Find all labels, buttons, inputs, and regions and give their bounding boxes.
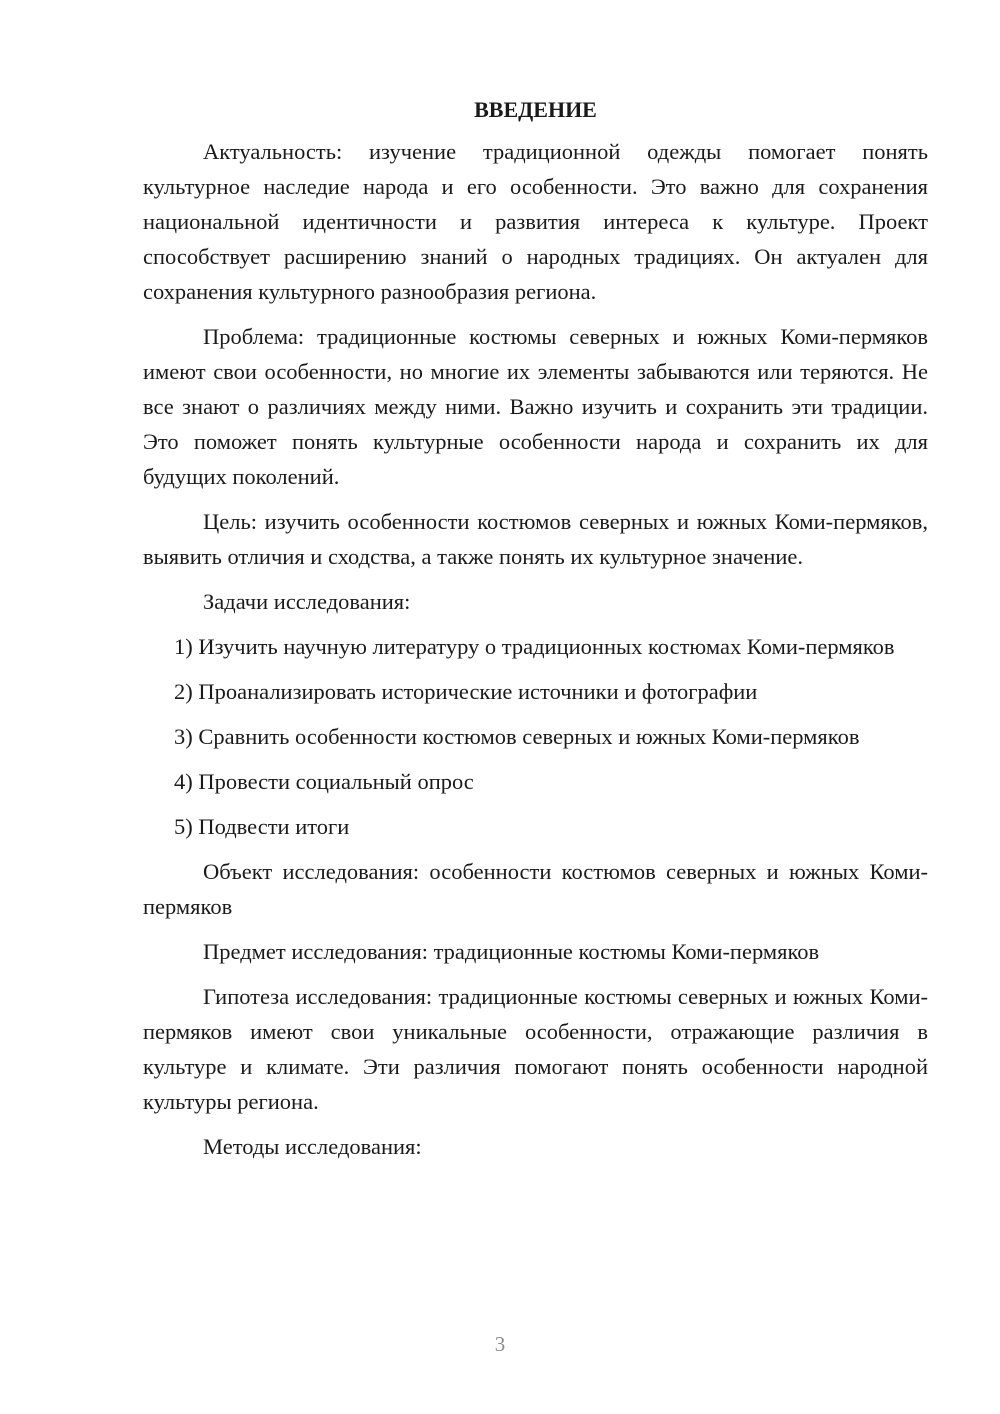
task-item-5: 5) Подвести итоги bbox=[174, 814, 350, 839]
document-page bbox=[143, 92, 928, 1174]
task-item-3: 3) Сравнить особенности костюмов северных и южных Коми-пермяков bbox=[174, 724, 860, 749]
methods-heading: Методы исследования: bbox=[203, 1134, 422, 1159]
relevance-paragraph: Актуальность: изучение традиционной одежды помогает понять культурное наследие народа и его особенности. Это важно для сохранения национальной идентичности и развития интереса к культуре. Проект способствует расширению знаний о народных традициях. Он актуален для сохранения культурного разнообразия региона. bbox=[143, 139, 928, 304]
task-item-1: 1) Изучить научную литературу о традиционных костюмах Коми-пермяков bbox=[174, 634, 895, 659]
tasks-heading: Задачи исследования: bbox=[203, 589, 411, 614]
page-number: 3 bbox=[494, 1332, 506, 1356]
task-item-4: 4) Провести социальный опрос bbox=[174, 769, 474, 794]
task-item-2: 2) Проанализировать исторические источники и фотографии bbox=[174, 679, 758, 704]
section-title: ВВЕДЕНИЕ bbox=[474, 97, 597, 122]
hypothesis-paragraph: Гипотеза исследования: традиционные костюмы северных и южных Коми-пермяков имеют свои уникальные особенности, отражающие различия в культуре и климате. Эти различия помогают понять особенности народной культуры региона. bbox=[143, 984, 928, 1114]
object-paragraph: Объект исследования: особенности костюмов северных и южных Коми-пермяков bbox=[143, 859, 928, 919]
problem-paragraph: Проблема: традиционные костюмы северных и южных Коми-пермяков имеют свои особенности, но многие их элементы забываются или теряются. Не все знают о различиях между ними. Важно изучить и сохранить эти традиции. Это поможет понять культурные особенности народа и сохранить их для будущих поколений. bbox=[143, 324, 928, 489]
goal-paragraph: Цель: изучить особенности костюмов северных и южных Коми-пермяков, выявить отличия и сходства, а также понять их культурное значение. bbox=[143, 509, 928, 569]
subject-paragraph: Предмет исследования: традиционные костюмы Коми-пермяков bbox=[203, 939, 820, 964]
